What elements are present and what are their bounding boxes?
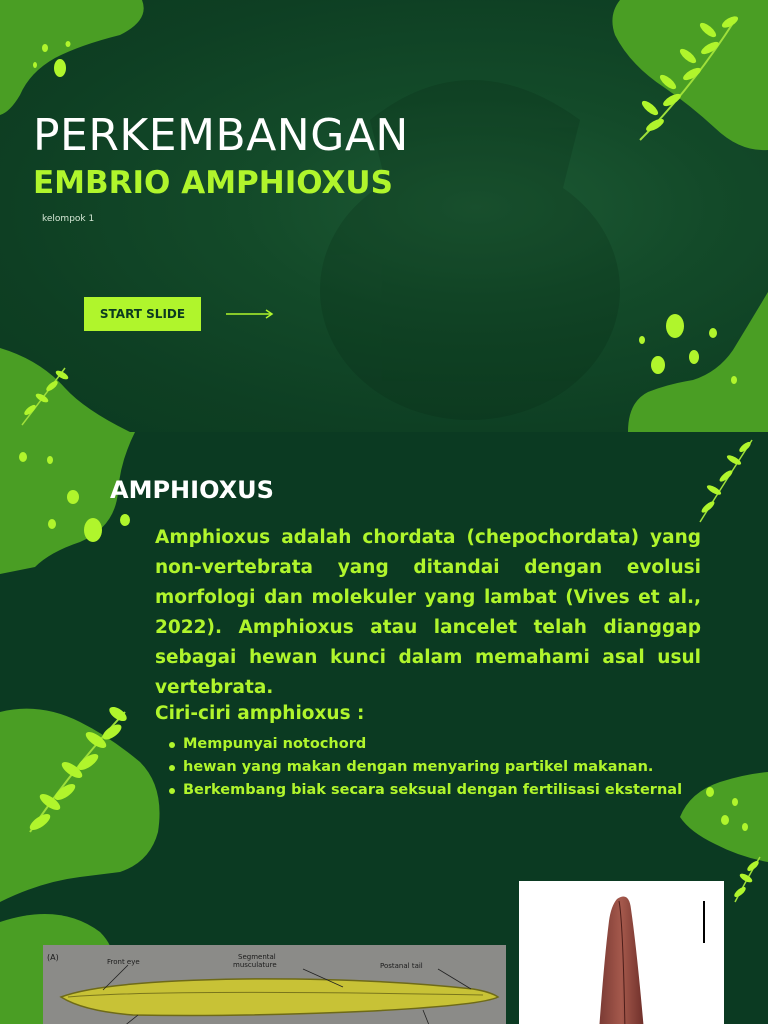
- section-title: AMPHIOXUS: [110, 476, 274, 504]
- bullet-icon: [169, 742, 175, 748]
- amphioxus-specimen-image: [519, 881, 724, 1024]
- content-slide: [0, 432, 768, 1024]
- diagram-panel-label: (A): [47, 953, 59, 962]
- group-label: kelompok 1: [42, 214, 95, 224]
- amphioxus-diagram: [43, 945, 506, 1024]
- title-subtitle: EMBRIO AMPHIOXUS: [33, 165, 393, 201]
- characteristics-title: Ciri-ciri amphioxus :: [155, 703, 365, 724]
- decorative-leaves: [0, 0, 768, 432]
- start-slide-button[interactable]: START SLIDE: [84, 297, 201, 331]
- amphioxus-photo: [519, 881, 724, 1024]
- diagram-label-postanal-tail: Postanal tail: [380, 962, 423, 970]
- list-item: hewan yang makan dengan menyaring partikel makanan.: [183, 756, 701, 779]
- diagram-label-front-eye: Front eye: [107, 958, 140, 966]
- long-arrow-right-icon[interactable]: [226, 307, 274, 321]
- diagram-label-segmental: Segmental: [238, 953, 276, 961]
- list-item: Berkembang biak secara seksual dengan fertilisasi eksternal: [183, 779, 701, 802]
- bullet-icon: [169, 788, 175, 794]
- bullet-icon: [169, 765, 175, 771]
- list-item: Mempunyai notochord: [183, 733, 701, 756]
- characteristics-list: [183, 733, 701, 802]
- diagram-label-musculature: musculature: [233, 961, 277, 969]
- title-main: PERKEMBANGAN: [33, 110, 409, 161]
- title-slide: [0, 0, 768, 432]
- description-paragraph: Amphioxus adalah chordata (chepochordata) yang non-vertebrata yang ditandai dengan evolusi morfologi dan molekuler yang lambat (Vives et al., 2022). Amphioxus atau lancelet telah dianggap sebagai hewan kunci dalam memahami asal usul vertebrata.: [155, 527, 701, 698]
